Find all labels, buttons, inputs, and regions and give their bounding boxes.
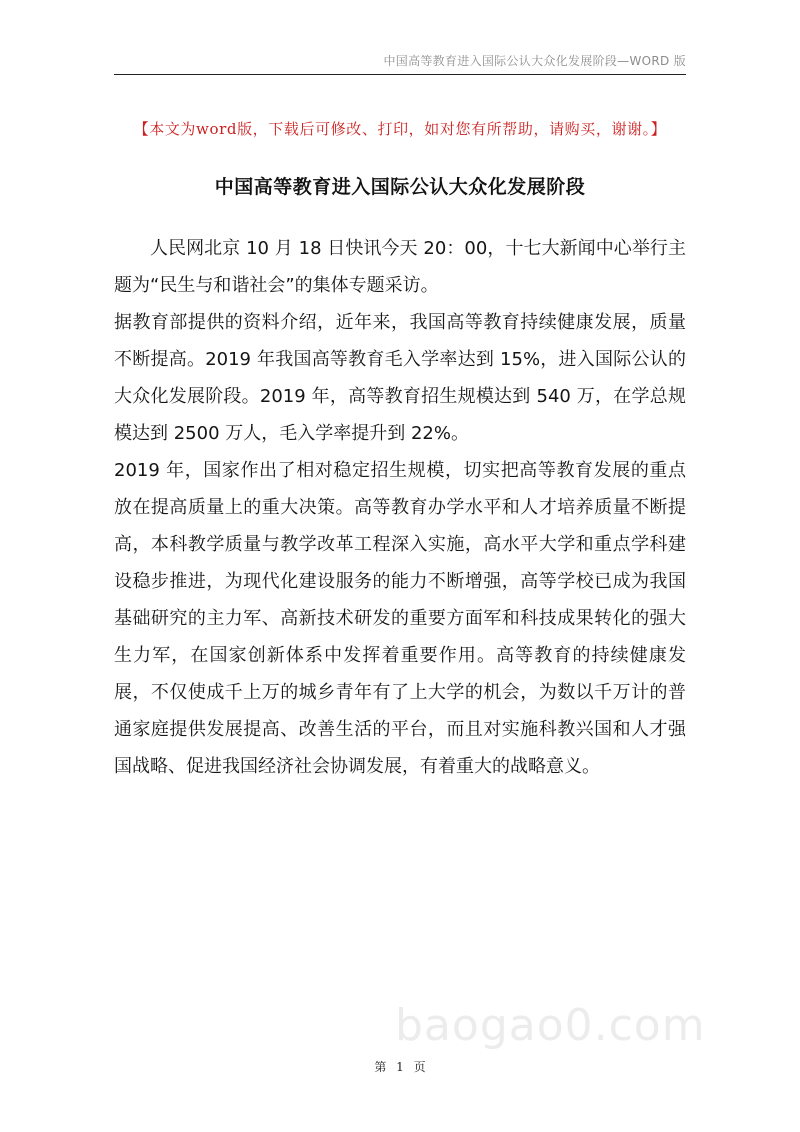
page-footer	[0, 1058, 800, 1075]
footer-prefix: 第	[374, 1060, 387, 1074]
document-body	[114, 230, 686, 785]
paragraph-1: 人民网北京 10 月 18 日快讯今天 20：00，十七大新闻中心举行主题为“民生与和谐社会”的集体专题采访。	[114, 238, 686, 296]
page-number: 1	[396, 1060, 404, 1074]
footer-suffix: 页	[413, 1060, 426, 1074]
watermark: baogao0.com	[395, 1000, 706, 1051]
running-header: 中国高等教育进入国际公认大众化发展阶段—WORD 版	[383, 54, 686, 68]
paragraph-3: 2019 年，国家作出了相对稳定招生规模，切实把高等教育发展的重点放在提高质量上的重大决策。高等教育办学水平和人才培养质量不断提高，本科教学质量与教学改革工程深入实施，高水平大学和重点学科建设稳步推进，为现代化建设服务的能力不断增强，高等学校已成为我国基础研究的主力军、高新技术研发的重要方面军和科技成果转化的强大生力军，在国家创新体系中发挥着重要作用。高等教育的持续健康发展，不仅使成千上万的城乡青年有了上大学的机会，为数以千万计的普通家庭提供发展提高、改善生活的平台，而且对实施科教兴国和人才强国战略、促进我国经济社会协调发展，有着重大的战略意义。	[114, 460, 686, 777]
download-notice: 【本文为word版，下载后可修改、打印，如对您有所帮助，请购买，谢谢。】	[133, 120, 667, 138]
document-title: 中国高等教育进入国际公认大众化发展阶段	[214, 176, 586, 198]
paragraph-2: 据教育部提供的资料介绍，近年来，我国高等教育持续健康发展，质量不断提高。2019 年我国高等教育毛入学率达到 15%，进入国际公认的大众化发展阶段。2019 年，高等教育招生规模达到 540 万，在学总规模达到 2500 万人，毛入学率提升到 22%。	[114, 312, 686, 444]
header-divider	[114, 74, 686, 75]
